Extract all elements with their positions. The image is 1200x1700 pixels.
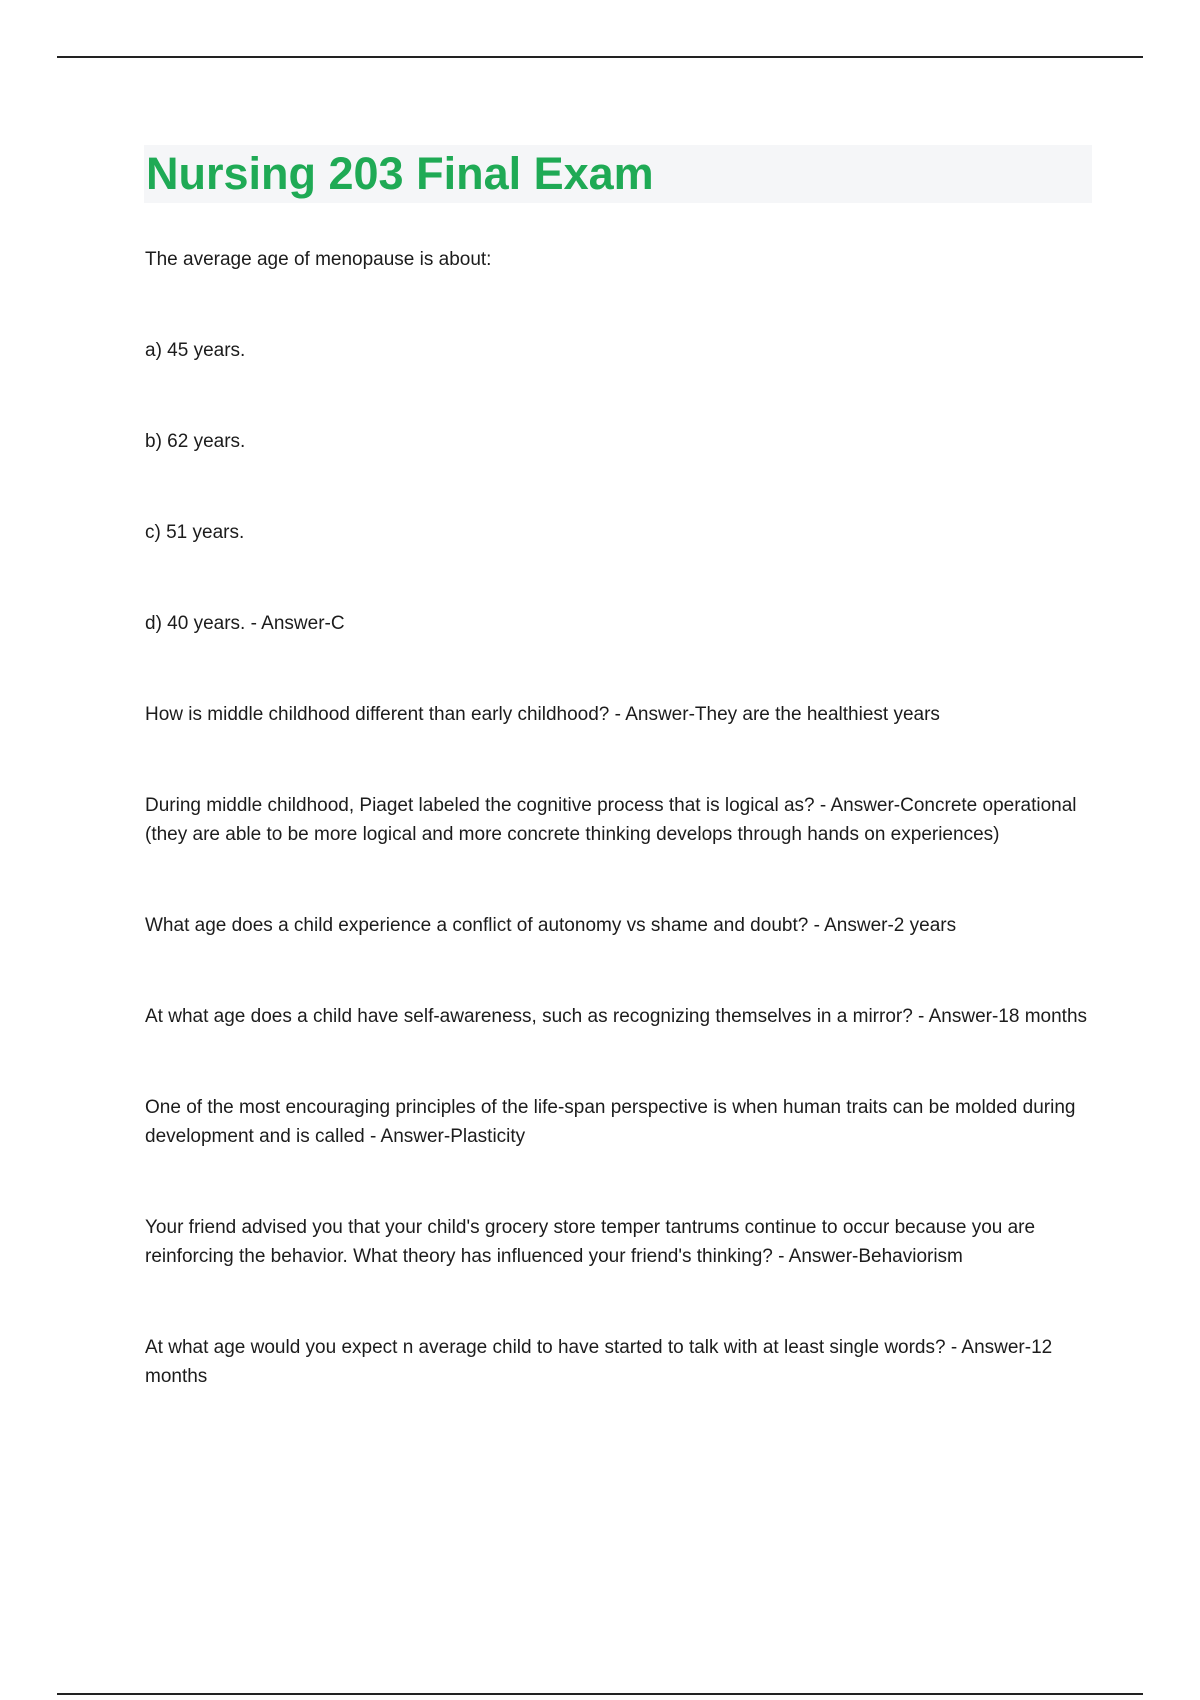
answer-option-c: c) 51 years. [145, 522, 245, 543]
answer-option-b: b) 62 years. [145, 431, 246, 452]
question-answer-item: One of the most encouraging principles of the life-span perspective is when human traits can be molded during development and is called - Answer-Plasticity [145, 1097, 1076, 1147]
question-stem: The average age of menopause is about: [145, 249, 492, 270]
answer-option-a: a) 45 years. [145, 340, 246, 361]
document-body [145, 245, 1090, 1453]
question-answer-item: Your friend advised you that your child's grocery store temper tantrums continue to occur because you are reinforcing the behavior. What theory has influenced your friend's thinking? - Answer-Behaviorism [145, 1217, 1036, 1267]
question-answer-item: During middle childhood, Piaget labeled the cognitive process that is logical as? - Answer-Concrete operational (they are able to be more logical and more concrete thinking develops through hands on experiences) [145, 795, 1077, 845]
answer-option-d: d) 40 years. - Answer-C [145, 613, 345, 634]
top-rule [57, 56, 1143, 58]
question-answer-item: How is middle childhood different than early childhood? - Answer-They are the healthiest years [145, 704, 940, 725]
bottom-rule [57, 1693, 1143, 1695]
question-answer-item: At what age would you expect n average child to have started to talk with at least single words? - Answer-12 months [145, 1337, 1053, 1387]
question-answer-item: What age does a child experience a conflict of autonomy vs shame and doubt? - Answer-2 years [145, 915, 957, 936]
question-answer-item: At what age does a child have self-awareness, such as recognizing themselves in a mirror? - Answer-18 months [145, 1006, 1088, 1027]
document-title: Nursing 203 Final Exam [146, 148, 654, 199]
